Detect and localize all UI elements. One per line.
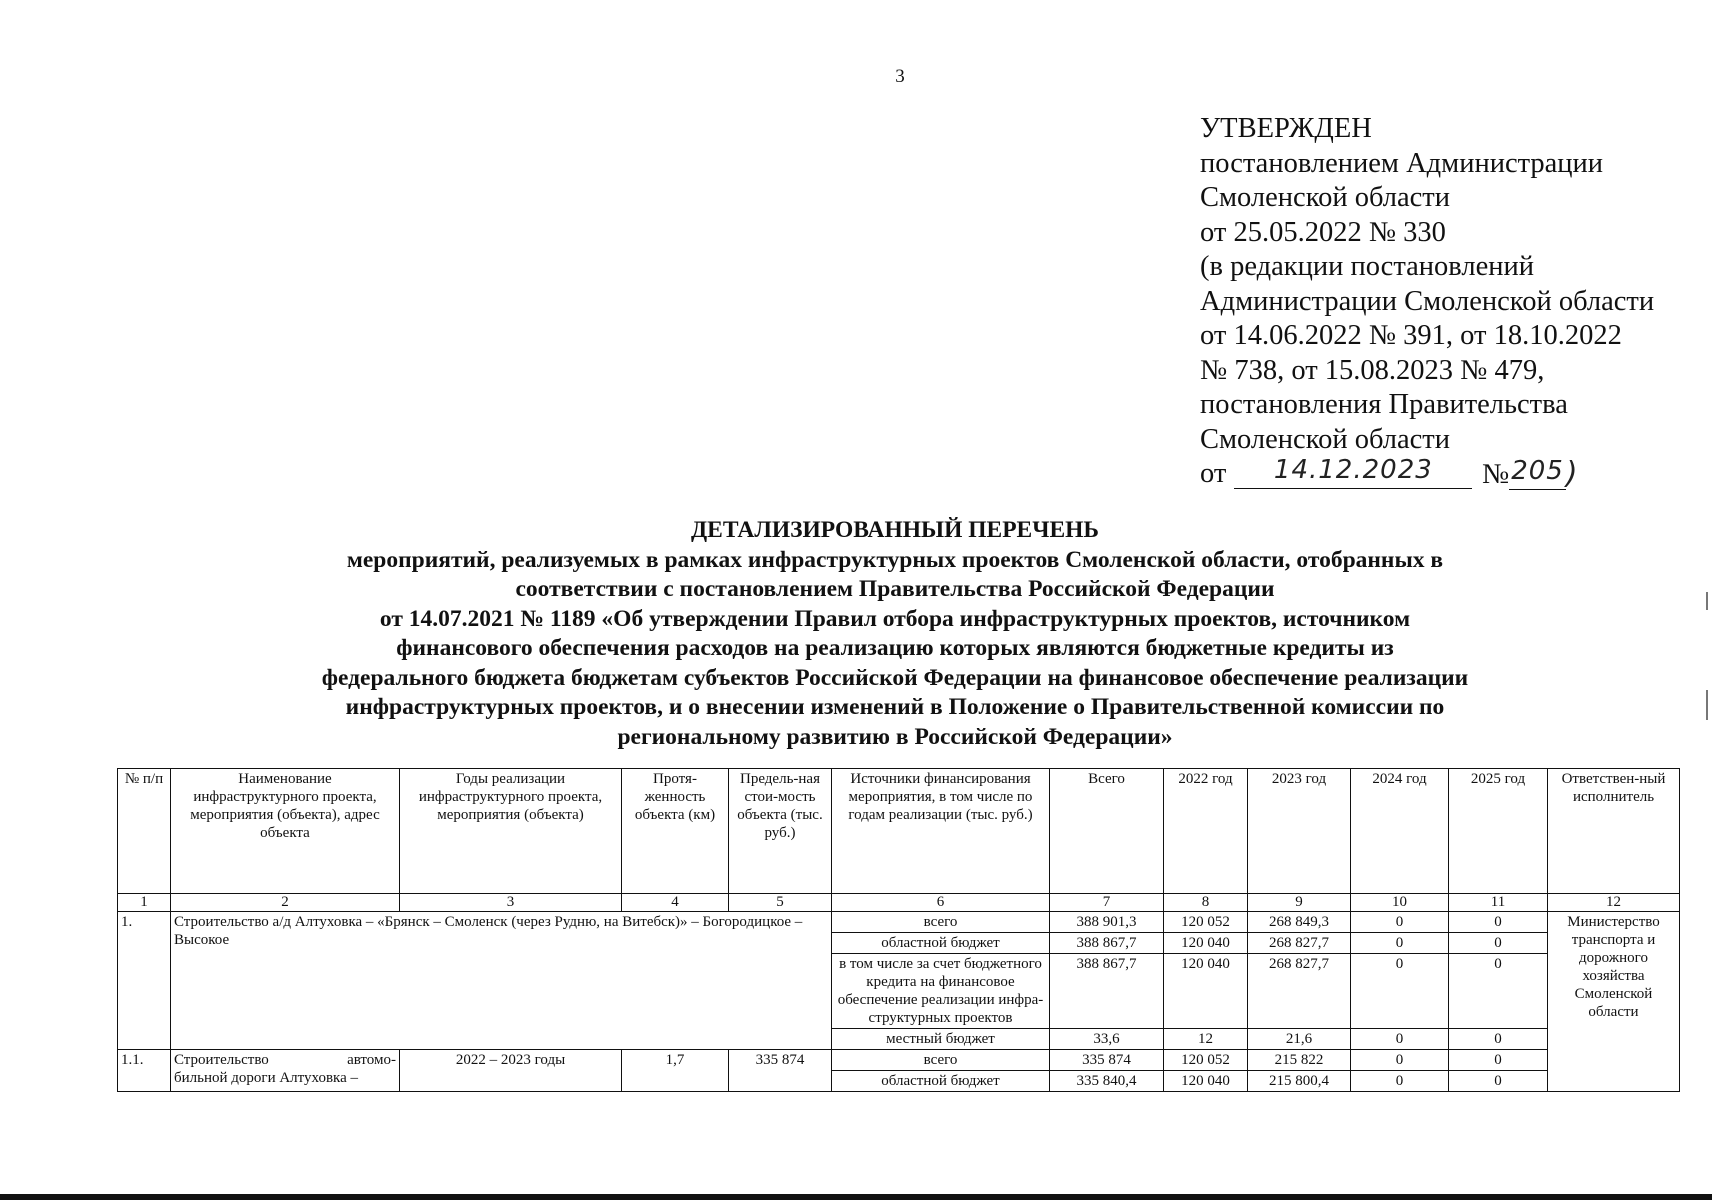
column-number: 8 <box>1164 894 1248 912</box>
signed-row <box>1200 457 1654 493</box>
number-sign: № <box>1482 459 1510 490</box>
handwritten-number: 205 <box>1509 454 1566 490</box>
approval-line: Смоленской области <box>1200 423 1450 455</box>
header-cell: 2024 год <box>1351 769 1449 894</box>
maximum-cost: 335 874 <box>729 1050 832 1092</box>
approval-line: от 25.05.2022 № 330 <box>1200 216 1446 248</box>
row-number: 1.1. <box>118 1050 171 1092</box>
amount-total: 33,6 <box>1050 1029 1164 1050</box>
column-number: 11 <box>1449 894 1548 912</box>
page-number: 3 <box>895 66 905 87</box>
approval-line: № 738, от 15.08.2023 № 479, <box>1200 354 1545 386</box>
approval-title: УТВЕРЖДЕН <box>1200 113 1372 144</box>
amount-2022: 120 052 <box>1164 912 1248 933</box>
funding-source: областной бюджет <box>832 933 1050 954</box>
signed-date-prefix: от <box>1200 458 1227 489</box>
approval-line: Администрации Смоленской области <box>1200 285 1655 317</box>
amount-2022: 120 040 <box>1164 933 1248 954</box>
amount-2025: 0 <box>1449 933 1548 954</box>
header-cell: 2022 год <box>1164 769 1248 894</box>
title-line: мероприятий, реализуемых в рамках инфраструктурных проектов Смоленской области, отобранных в <box>346 546 1444 573</box>
amount-2024: 0 <box>1351 954 1449 1029</box>
measures-table <box>117 768 1680 1092</box>
amount-2022: 120 052 <box>1164 1050 1248 1071</box>
object-length: 1,7 <box>622 1050 729 1092</box>
amount-total: 388 867,7 <box>1050 954 1164 1029</box>
amount-2022: 120 040 <box>1164 1071 1248 1092</box>
column-number: 4 <box>622 894 729 912</box>
header-cell: Годы реализации инфраструктурного проекта, мероприятия (объекта) <box>400 769 622 894</box>
responsible-executor: Министерство транспорта и дорожного хозяйства Смоленской области <box>1548 912 1680 1092</box>
subproject-name <box>171 1050 400 1092</box>
amount-2024: 0 <box>1351 1071 1449 1092</box>
amount-2025: 0 <box>1449 954 1548 1029</box>
header-cell: Предель-ная стои-мость объекта (тыс. руб.) <box>729 769 832 894</box>
amount-2024: 0 <box>1351 1050 1449 1071</box>
column-number: 9 <box>1248 894 1351 912</box>
header-cell: № п/п <box>118 769 171 894</box>
amount-2024: 0 <box>1351 912 1449 933</box>
handwritten-date: 14.12.2023 <box>1234 453 1472 489</box>
approval-line: постановлением Администрации <box>1200 147 1604 179</box>
amount-2023: 215 800,4 <box>1248 1071 1351 1092</box>
funding-source: всего <box>832 912 1050 933</box>
column-number: 1 <box>118 894 171 912</box>
amount-total: 388 867,7 <box>1050 933 1164 954</box>
closing-parenthesis: ) <box>1565 456 1579 491</box>
column-number: 12 <box>1548 894 1680 912</box>
subproject-name-line: бильной дороги Алтуховка – <box>174 1070 359 1086</box>
amount-2025: 0 <box>1449 912 1548 933</box>
column-number: 5 <box>729 894 832 912</box>
project-name: Строительство а/д Алтуховка – «Брянск – Смоленск (через Рудню, на Витебск)» – Богородицкое – Высокое <box>171 912 832 1050</box>
column-number: 6 <box>832 894 1050 912</box>
table-row <box>118 1050 1680 1071</box>
column-number: 7 <box>1050 894 1164 912</box>
approval-line: (в редакции постановлений <box>1200 251 1534 282</box>
title-line: финансового обеспечения расходов на реализацию которых являются бюджетные кредиты из <box>396 635 1394 661</box>
column-number: 2 <box>171 894 400 912</box>
signed-number-block <box>1482 457 1579 494</box>
header-cell: 2025 год <box>1449 769 1548 894</box>
column-number-row <box>118 894 1680 912</box>
funding-source: областной бюджет <box>832 1071 1050 1092</box>
header-cell: Всего <box>1050 769 1164 894</box>
title-heading: ДЕТАЛИЗИРОВАННЫЙ ПЕРЕЧЕНЬ <box>691 517 1099 543</box>
amount-2023: 21,6 <box>1248 1029 1351 1050</box>
header-row <box>118 769 1680 894</box>
scan-margin-mark <box>1706 690 1708 720</box>
title-line: федерального бюджета бюджетам субъектов Российской Федерации на финансовое обеспечение реализации <box>321 664 1469 691</box>
scan-margin-mark <box>1706 592 1708 610</box>
title-line: региональному развитию в Российской Федерации» <box>617 723 1173 750</box>
header-cell: 2023 год <box>1248 769 1351 894</box>
amount-2022: 120 040 <box>1164 954 1248 1029</box>
header-cell: Источники финансирования мероприятия, в том числе по годам реализации (тыс. руб.) <box>832 769 1050 894</box>
title-line: соответствии с постановлением Правительства Российской Федерации <box>515 576 1275 602</box>
amount-2025: 0 <box>1449 1029 1548 1050</box>
title-line: инфраструктурных проектов, и о внесении изменений в Положение о Правительственной комиссии по <box>345 694 1445 720</box>
amount-2025: 0 <box>1449 1050 1548 1071</box>
amount-2024: 0 <box>1351 933 1449 954</box>
amount-2022: 12 <box>1164 1029 1248 1050</box>
amount-2023: 268 827,7 <box>1248 954 1351 1029</box>
amount-2023: 215 822 <box>1248 1050 1351 1071</box>
approval-line: от 14.06.2022 № 391, от 18.10.2022 <box>1200 320 1622 351</box>
header-cell: Наименование инфраструктурного проекта, мероприятия (объекта), адрес объекта <box>171 769 400 894</box>
funding-source: местный бюджет <box>832 1029 1050 1050</box>
title-line: от 14.07.2021 № 1189 «Об утверждении Правил отбора инфраструктурных проектов, источником <box>379 605 1411 632</box>
funding-source: всего <box>832 1050 1050 1071</box>
approval-line: Смоленской области <box>1200 182 1450 213</box>
header-cell: Ответствен-ный исполнитель <box>1548 769 1680 894</box>
amount-total: 335 874 <box>1050 1050 1164 1071</box>
table-row <box>118 912 1680 933</box>
column-number: 3 <box>400 894 622 912</box>
header-cell: Протя-женность объекта (км) <box>622 769 729 894</box>
amount-total: 388 901,3 <box>1050 912 1164 933</box>
row-number: 1. <box>118 912 171 1050</box>
document-title <box>250 516 1540 752</box>
funding-source: в том числе за счет бюджетного кредита на финансовое обеспечение реализации инфра-структурных проектов <box>832 954 1050 1029</box>
column-number: 10 <box>1351 894 1449 912</box>
approval-line: постановления Правительства <box>1200 389 1568 420</box>
amount-2025: 0 <box>1449 1071 1548 1092</box>
amount-2023: 268 849,3 <box>1248 912 1351 933</box>
amount-2024: 0 <box>1351 1029 1449 1050</box>
scan-bottom-edge <box>0 1194 1712 1200</box>
amount-2023: 268 827,7 <box>1248 933 1351 954</box>
subproject-name-line: Строительство автомо- <box>174 1052 396 1068</box>
amount-total: 335 840,4 <box>1050 1071 1164 1092</box>
implementation-years: 2022 – 2023 годы <box>400 1050 622 1092</box>
approval-stamp <box>1200 112 1654 493</box>
